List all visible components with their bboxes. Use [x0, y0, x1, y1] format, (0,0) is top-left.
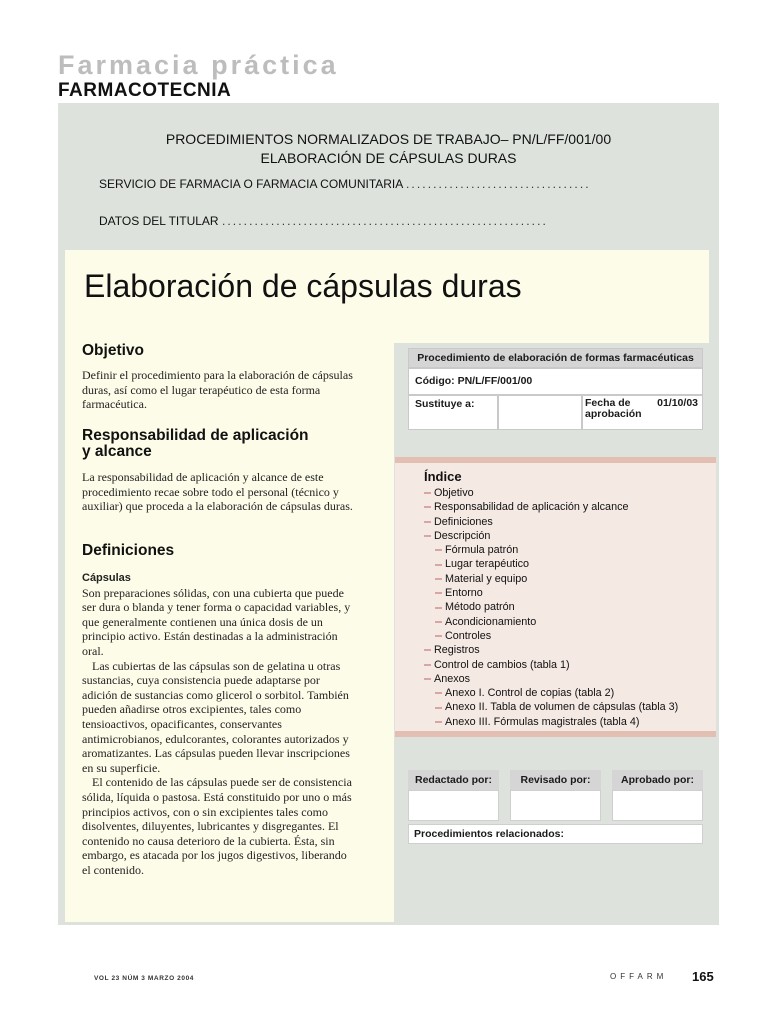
replaces-value: [498, 395, 582, 430]
reviewed-by-label: Revisado por:: [510, 770, 601, 790]
index-item-label: Anexo III. Fórmulas magistrales (tabla 4): [445, 715, 640, 728]
objetivo-heading: Objetivo: [82, 342, 145, 359]
bullet-dash-icon: [435, 578, 442, 580]
approval-label: Fecha de aprobación: [585, 397, 642, 420]
bullet-dash-icon: [435, 592, 442, 594]
bullet-dash-icon: [435, 692, 442, 694]
index-item: [424, 629, 678, 643]
definiciones-paragraph-1: Son preparaciones sólidas, con una cubierta que puede ser dura o blanda y tener forma o capacidad variables, y que generalmente contienen una única dosis de un principio activo. Están destinadas a la administración oral.: [82, 585, 351, 658]
responsabilidad-paragraph: La responsabilidad de aplicación y alcance de este procedimiento recae sobre todo el personal (técnico y auxiliar) que proceda a la elaboración de cápsulas duras.: [82, 470, 353, 514]
index-item: [424, 658, 678, 672]
reviewed-by-box: [510, 770, 601, 822]
service-dots: ..................................: [405, 177, 591, 191]
index-item: [424, 529, 678, 543]
index-list: [424, 486, 678, 729]
related-procedures: Procedimientos relacionados:: [408, 824, 703, 844]
objetivo-text: [82, 368, 358, 412]
capsulas-subheading: Cápsulas: [82, 572, 131, 584]
bullet-dash-icon: [435, 621, 442, 623]
index-item-label: Material y equipo: [445, 572, 528, 585]
journal-kicker: Farmacia práctica: [58, 50, 339, 80]
approved-by-box: [612, 770, 703, 822]
approval-date: 01/10/03: [657, 397, 698, 409]
index-item-label: Fórmula patrón: [445, 544, 519, 557]
responsabilidad-heading-line1: Responsabilidad de aplicación: [82, 427, 309, 444]
index-item: [424, 500, 678, 514]
holder-dots: ............................................................: [221, 214, 548, 228]
info-table-header: Procedimiento de elaboración de formas farmacéuticas: [408, 348, 703, 368]
index-item: [424, 700, 678, 714]
bullet-dash-icon: [435, 721, 442, 723]
service-field: [99, 177, 591, 191]
approved-by-label: Aprobado por:: [612, 770, 703, 790]
holder-label: DATOS DEL TITULAR: [99, 214, 219, 228]
index-item-label: Lugar terapéutico: [445, 558, 530, 571]
bullet-dash-icon: [424, 649, 431, 651]
definiciones-paragraph-2: Las cubiertas de las cápsulas son de gelatina u otras sustancias, cuya consistencia puede adaptarse por adición de sustancias como glicerol o sorbitol. También pueden añadirse otros excipientes, tales como tensioactivos, opacificantes, conservantes antimicrobianos, edulcorantes, colorantes autorizados y aromatizantes. Las cápsulas pueden llevar inscripciones en su superficie.: [82, 658, 350, 775]
index-item-label: Acondicionamiento: [445, 615, 537, 628]
approval-cell: [582, 395, 703, 430]
definiciones-text: [82, 571, 358, 877]
procedure-code-line: PROCEDIMIENTOS NORMALIZADOS DE TRABAJO– PN/L/FF/001/00: [165, 131, 612, 147]
service-label: SERVICIO DE FARMACIA O FARMACIA COMUNITARIA: [99, 177, 403, 191]
bullet-dash-icon: [435, 549, 442, 551]
issue-info: VOL 23 NÚM 3 MARZO 2004: [94, 975, 195, 982]
replaces-label: Sustituye a:: [408, 395, 498, 430]
index-item: [424, 586, 678, 600]
bullet-dash-icon: [424, 492, 431, 494]
index-item-label: Anexos: [434, 672, 471, 685]
procedure-heading: [58, 130, 719, 168]
written-by-box: [408, 770, 499, 822]
approved-by-field: [612, 790, 703, 821]
index-item-label: Controles: [445, 629, 492, 642]
index-item: [424, 543, 678, 557]
bullet-dash-icon: [435, 635, 442, 637]
index-item: [424, 715, 678, 729]
index-item-label: Entorno: [445, 587, 483, 600]
definiciones-heading: Definiciones: [82, 542, 175, 559]
index-item-label: Registros: [434, 644, 480, 657]
definiciones-paragraph-3: El contenido de las cápsulas puede ser de consistencia sólida, líquida o pastosa. Está constituido por uno o más principios activos, con o sin excipientes tales como disolventes, diluyentes, lubricantes y disgregantes. El contenido no causa deterioro de la cubierta. Ésta, sin embargo, es atacada por los jugos digestivos, liberando el contenido.: [82, 775, 352, 877]
index-item-label: Anexo II. Tabla de volumen de cápsulas (tabla 3): [445, 701, 679, 714]
index-item: [424, 515, 678, 529]
journal-name: OFFARM: [610, 972, 668, 981]
index-item-label: Definiciones: [434, 515, 493, 528]
index-item-label: Método patrón: [445, 601, 515, 614]
responsabilidad-heading-line2: y alcance: [82, 443, 152, 460]
objetivo-paragraph: Definir el procedimiento para la elaboración de cápsulas duras, así como el lugar terapéutico de esta forma farmacéutica.: [82, 368, 353, 412]
holder-field: [99, 214, 548, 228]
responsabilidad-text: [82, 470, 358, 514]
index-item: [424, 572, 678, 586]
bullet-dash-icon: [424, 678, 431, 680]
written-by-label: Redactado por:: [408, 770, 499, 790]
reviewed-by-field: [510, 790, 601, 821]
index-item: [424, 600, 678, 614]
article-title: Elaboración de cápsulas duras: [84, 268, 522, 304]
index-item-label: Anexo I. Control de copias (tabla 2): [445, 687, 615, 700]
index-item: [424, 643, 678, 657]
procedure-name-line: ELABORACIÓN DE CÁPSULAS DURAS: [260, 150, 517, 166]
index-item: [424, 686, 678, 700]
bullet-dash-icon: [435, 607, 442, 609]
responsabilidad-heading: [82, 428, 309, 460]
bullet-dash-icon: [424, 664, 431, 666]
index-item: [424, 615, 678, 629]
page-number: 165: [692, 969, 714, 984]
section-title: FARMACOTECNIA: [58, 80, 232, 101]
bullet-dash-icon: [435, 564, 442, 566]
index-item-label: Descripción: [434, 529, 491, 542]
bullet-dash-icon: [424, 506, 431, 508]
index-item-label: Responsabilidad de aplicación y alcance: [434, 501, 629, 514]
bullet-dash-icon: [424, 521, 431, 523]
index-item: [424, 486, 678, 500]
index-item: [424, 672, 678, 686]
index-item: [424, 557, 678, 571]
bullet-dash-icon: [435, 707, 442, 709]
procedure-code: Código: PN/L/FF/001/00: [408, 368, 703, 395]
bullet-dash-icon: [424, 535, 431, 537]
index-title: Índice: [424, 469, 462, 484]
index-item-label: Control de cambios (tabla 1): [434, 658, 570, 671]
index-item-label: Objetivo: [434, 487, 474, 499]
written-by-field: [408, 790, 499, 821]
